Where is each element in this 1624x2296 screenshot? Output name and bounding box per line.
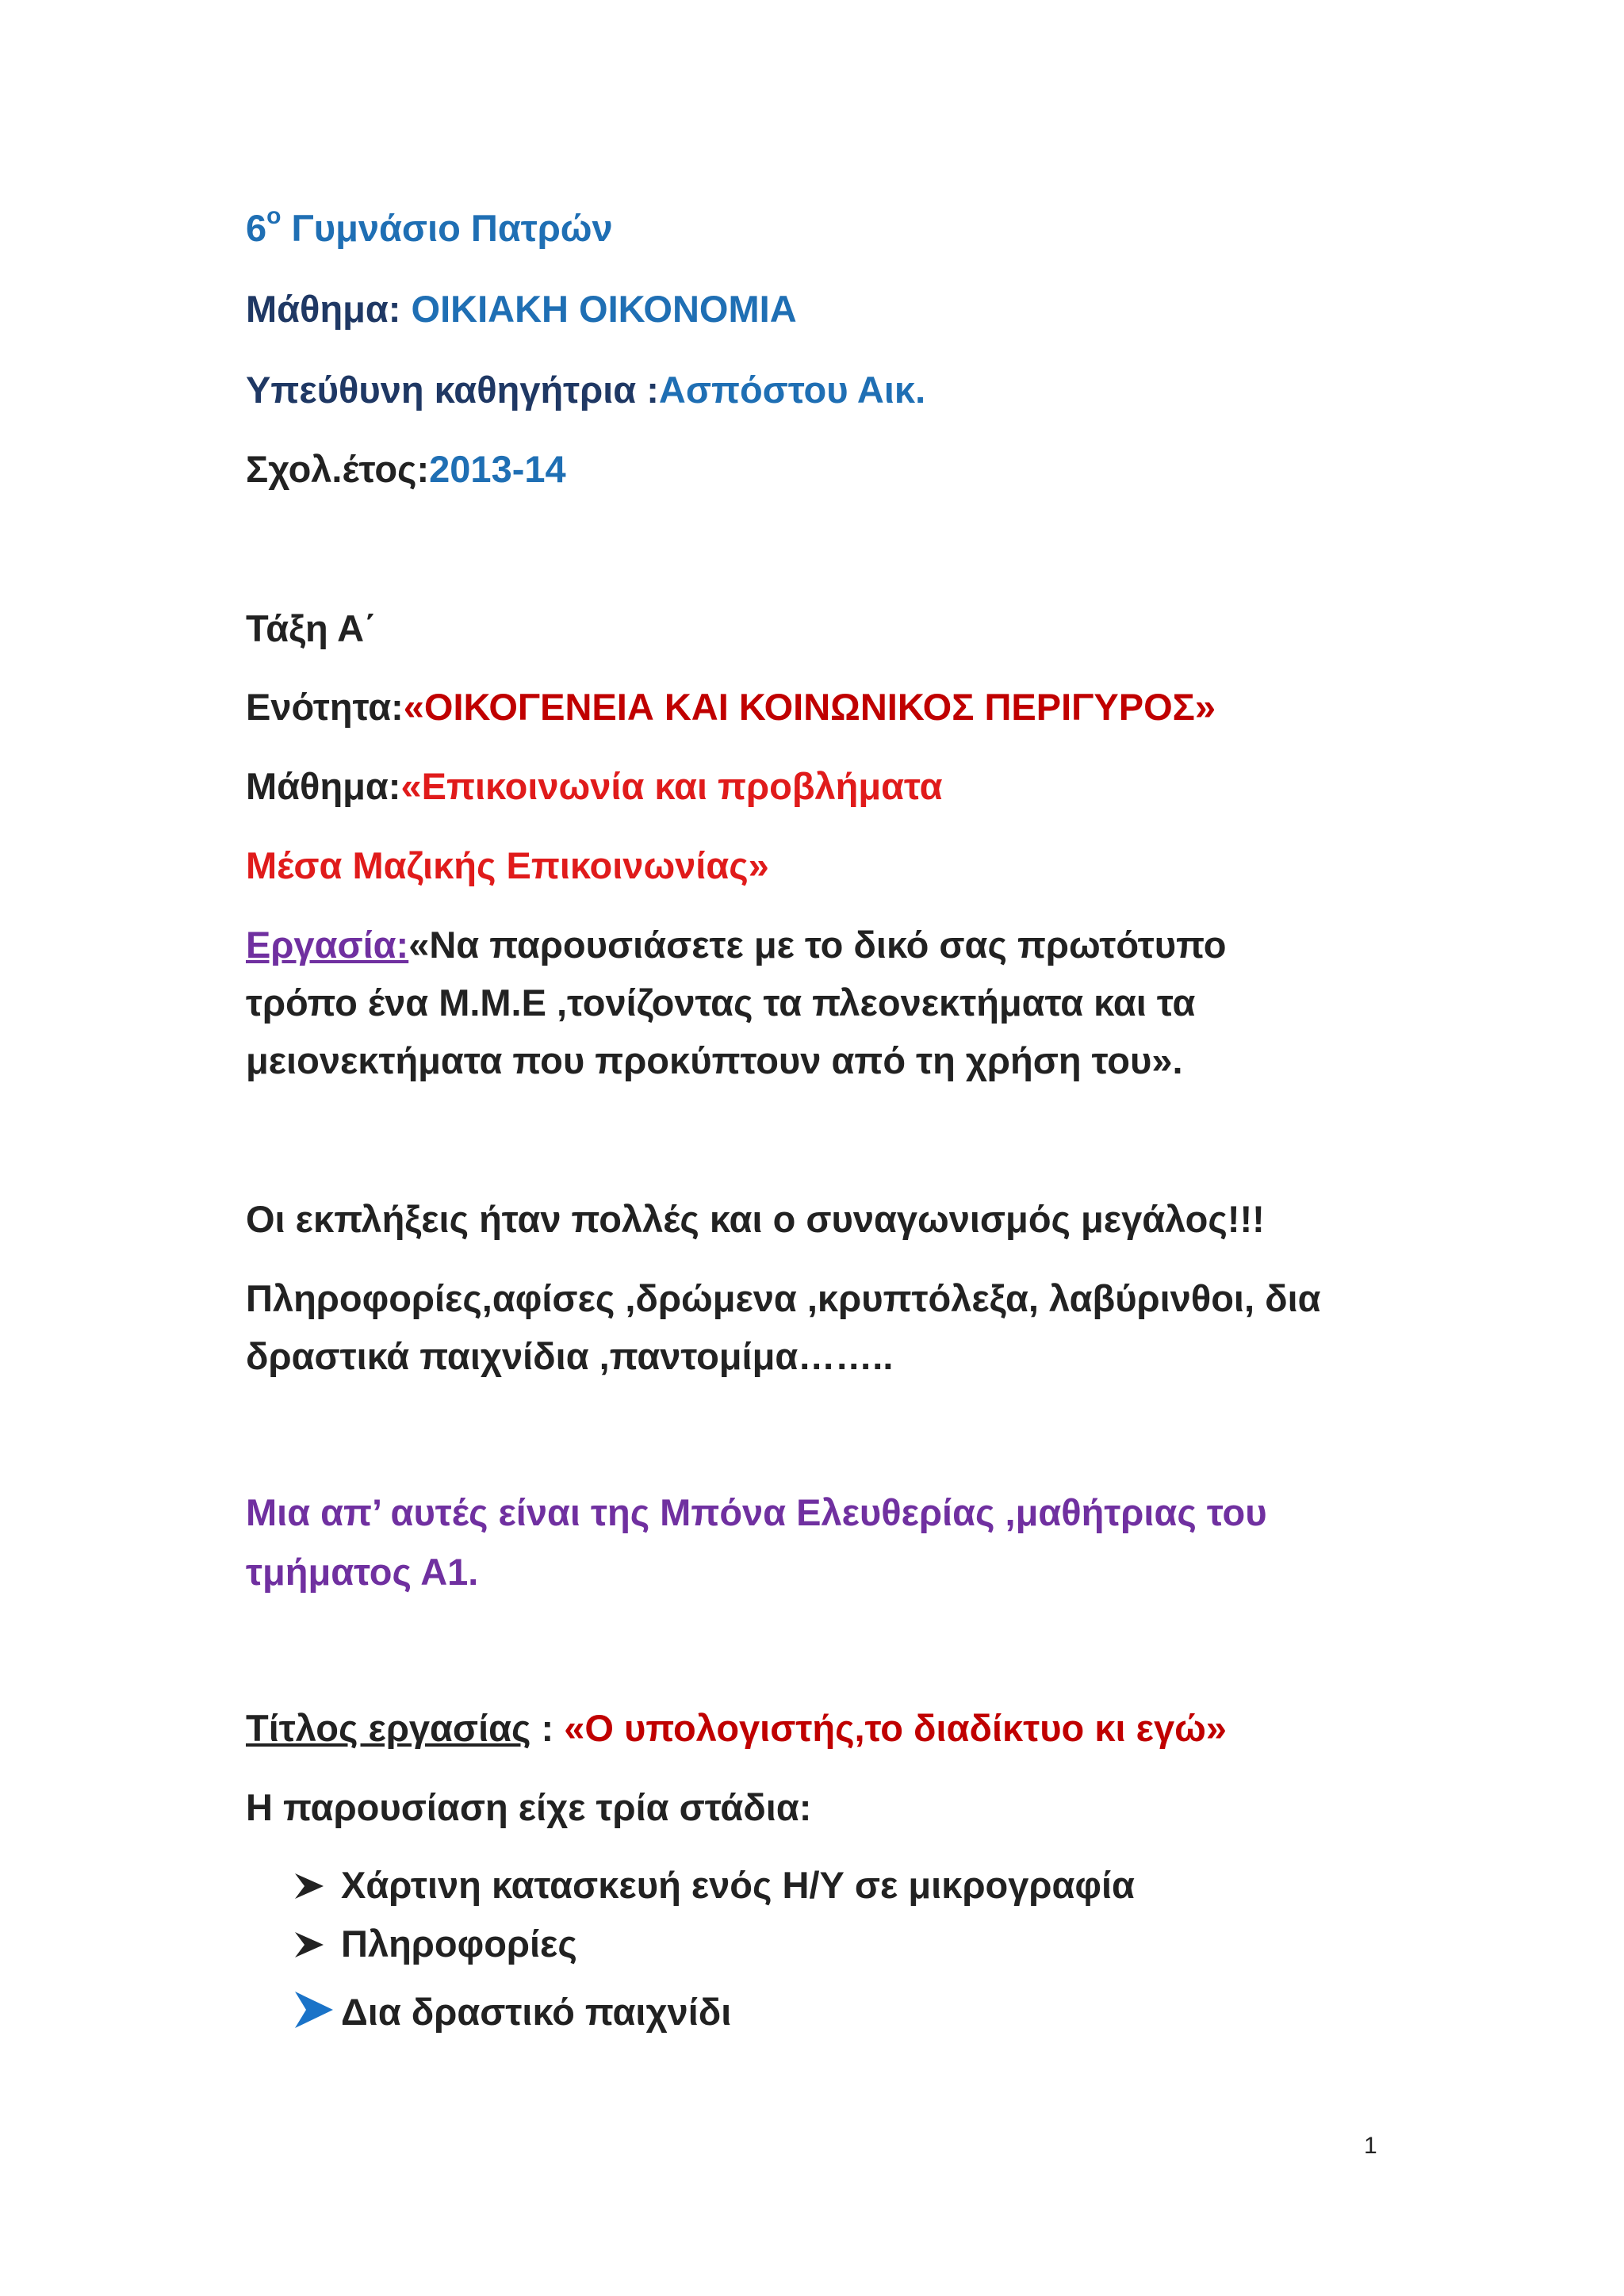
stage-item-text: Δια δραστικό παιχνίδι xyxy=(341,1991,732,2033)
teacher-line xyxy=(246,368,925,412)
stage-item xyxy=(293,1922,577,1969)
lesson-value: ΟΙΚΙΑΚΗ ΟΙΚΟΝΟΜΙΑ xyxy=(411,288,797,330)
task-line-1 xyxy=(246,923,1227,967)
school-name-text: Γυμνάσιο Πατρών xyxy=(281,207,613,249)
unit-value: «ΟΙΚΟΓΕΝΕΙΑ ΚΑΙ ΚΟΙΝΩΝΙΚΟΣ ΠΕΡΙΓΥΡΟΣ» xyxy=(403,686,1216,728)
arrow-bullet-icon xyxy=(293,1924,341,1969)
arrow-bullet-icon xyxy=(293,1990,341,2039)
school-superscript: ο xyxy=(266,203,282,229)
arrow-bullet-icon xyxy=(293,1866,341,1910)
lesson-label: Μάθημα: xyxy=(246,288,412,330)
lesson-line xyxy=(246,287,797,331)
student-line-1: Μια απ’ αυτές είναι της Μπόνα Ελευθερίας ,μαθήτριας του xyxy=(246,1491,1267,1533)
project-title-label: Τίτλος εργασίας xyxy=(246,1707,531,1749)
task-label: Εργασία: xyxy=(246,924,409,966)
unit-line xyxy=(246,685,1216,729)
info-line-2: δραστικά παιχνίδια ,παντομίμα…….. xyxy=(246,1335,894,1377)
class-line: Τάξη Α΄ xyxy=(246,607,377,649)
year-label: Σχολ.έτος: xyxy=(246,448,430,490)
student-line-2: τμήματος Α1. xyxy=(246,1551,479,1593)
task-text: «Να παρουσιάσετε με το δικό σας πρωτότυπο xyxy=(408,924,1227,966)
school-number: 6 xyxy=(246,207,267,249)
year-line xyxy=(246,447,566,492)
project-title-line xyxy=(246,1706,1227,1751)
task-line-2: τρόπο ένα Μ.Μ.Ε ,τονίζοντας τα πλεονεκτήματα και τα xyxy=(246,982,1196,1024)
stage-item xyxy=(293,1990,731,2040)
project-title-separator: : xyxy=(530,1707,565,1749)
stage-item xyxy=(293,1863,1135,1911)
project-title-value: «Ο υπολογιστής,το διαδίκτυο κι εγώ» xyxy=(564,1707,1227,1749)
stage-item-text: Χάρτινη κατασκευή ενός Η/Υ σε μικρογραφία xyxy=(341,1864,1135,1906)
unit-label: Ενότητα: xyxy=(246,686,404,728)
lesson-topic-value: «Επικοινωνία και προβλήματα xyxy=(400,765,943,807)
teacher-value: Ασπόστου Αικ. xyxy=(658,369,926,411)
year-value: 2013-14 xyxy=(429,448,566,490)
lesson-topic-label: Μάθημα: xyxy=(246,765,401,807)
info-line-1: Πληροφορίες,αφίσες ,δρώμενα ,κρυπτόλεξα, λαβύρινθοι, δια xyxy=(246,1277,1321,1319)
surprise-line: Οι εκπλήξεις ήταν πολλές και ο συναγωνισμός μεγάλος!!! xyxy=(246,1198,1265,1240)
school-name xyxy=(246,202,613,251)
lesson-topic-continued: Μέσα Μαζικής Επικοινωνίας» xyxy=(246,844,769,886)
teacher-label: Υπεύθυνη καθηγήτρια : xyxy=(246,369,659,411)
stage-item-text: Πληροφορίες xyxy=(341,1923,577,1965)
lesson-topic-line xyxy=(246,764,943,809)
task-line-3: μειονεκτήματα που προκύπτουν από τη χρήση του». xyxy=(246,1039,1183,1081)
page-number: 1 xyxy=(1364,2133,1377,2159)
stages-intro: Η παρουσίαση είχε τρία στάδια: xyxy=(246,1786,812,1828)
